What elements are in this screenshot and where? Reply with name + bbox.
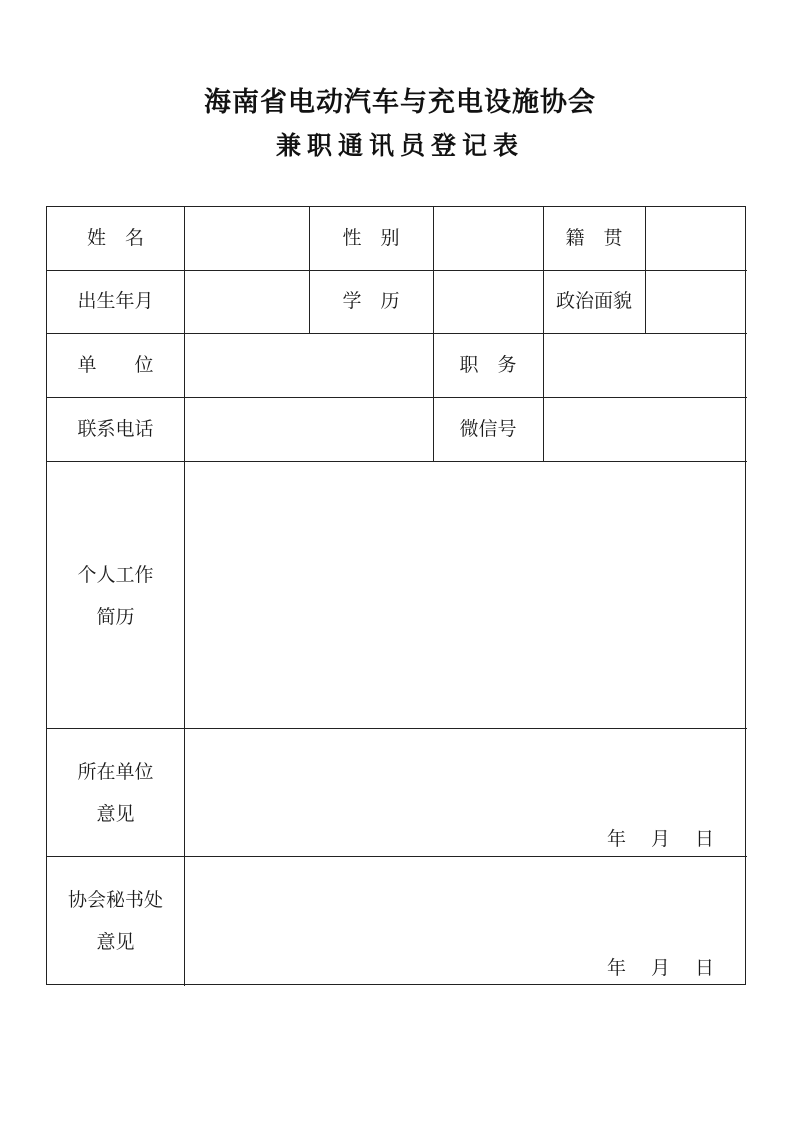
unit-field[interactable] bbox=[185, 333, 433, 397]
birth-label: 出生年月 bbox=[77, 290, 154, 312]
unit-opinion-label-line2: 意见 bbox=[96, 803, 135, 825]
unit-opinion-label-line1: 所在单位 bbox=[77, 761, 154, 783]
name-label: 姓 名 bbox=[86, 227, 144, 249]
date-month: 月 bbox=[651, 957, 671, 979]
phone-field[interactable] bbox=[185, 397, 433, 461]
gender-label: 性 别 bbox=[342, 227, 400, 249]
education-field[interactable] bbox=[434, 270, 543, 333]
native-place-field[interactable] bbox=[646, 207, 746, 270]
resume-label-line2: 简历 bbox=[96, 606, 135, 628]
secretariat-opinion-field[interactable] bbox=[185, 856, 746, 946]
political-status-label: 政治面貌 bbox=[555, 290, 632, 312]
resume-field[interactable] bbox=[185, 461, 746, 728]
native-place-label: 籍 贯 bbox=[565, 227, 623, 249]
phone-label: 联系电话 bbox=[77, 417, 154, 440]
date-day: 日 bbox=[695, 957, 715, 979]
gender-field[interactable] bbox=[434, 207, 543, 270]
form-subtitle: 兼职通讯员登记表 bbox=[275, 131, 524, 160]
date-year: 年 bbox=[607, 957, 627, 979]
birth-field[interactable] bbox=[185, 270, 309, 333]
education-label: 学 历 bbox=[342, 290, 400, 312]
name-field[interactable] bbox=[185, 207, 309, 270]
date-year: 年 bbox=[607, 828, 627, 850]
position-label: 职 务 bbox=[459, 353, 517, 376]
secretariat-opinion-label-line1: 协会秘书处 bbox=[67, 889, 163, 911]
unit-opinion-date bbox=[607, 824, 714, 851]
unit-opinion-label bbox=[47, 751, 184, 835]
unit-label: 单 位 bbox=[77, 353, 154, 376]
secretariat-opinion-label bbox=[47, 879, 184, 963]
date-day: 日 bbox=[695, 828, 715, 850]
resume-label bbox=[47, 554, 184, 638]
position-field[interactable] bbox=[544, 333, 746, 397]
registration-form-table bbox=[46, 206, 746, 985]
form-title: 海南省电动汽车与充电设施协会 bbox=[204, 87, 596, 118]
date-month: 月 bbox=[651, 828, 671, 850]
wechat-field[interactable] bbox=[544, 397, 746, 461]
unit-opinion-field[interactable] bbox=[185, 728, 746, 818]
wechat-label: 微信号 bbox=[459, 417, 517, 440]
resume-label-line1: 个人工作 bbox=[77, 564, 154, 586]
secretariat-opinion-date bbox=[607, 953, 714, 980]
secretariat-opinion-label-line2: 意见 bbox=[96, 931, 135, 953]
political-status-field[interactable] bbox=[646, 270, 746, 333]
